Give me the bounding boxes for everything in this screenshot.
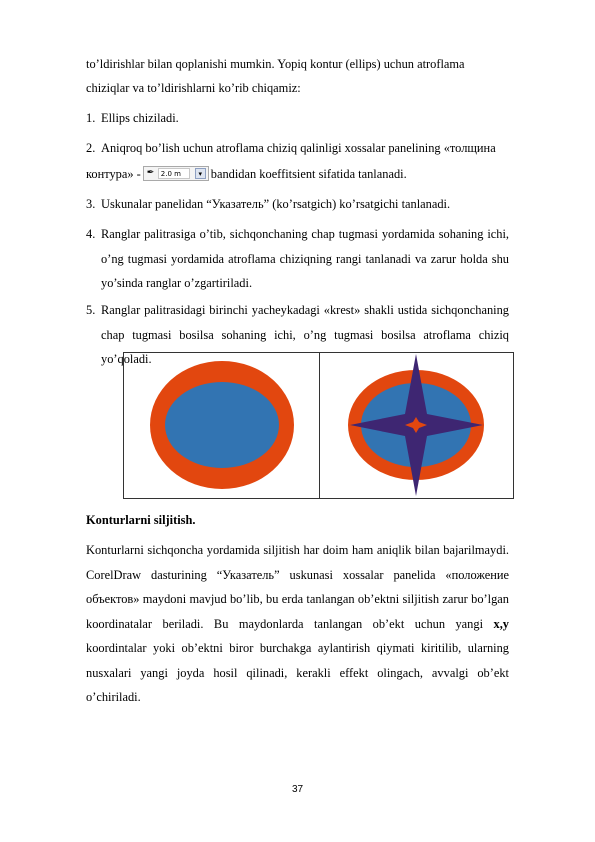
ellipse-figure [123, 352, 514, 499]
figure-divider [319, 353, 320, 498]
ellipse-left-fill [165, 382, 279, 468]
list-item-text: bandidan koeffitsient sifatida tanlanadi. [210, 167, 407, 181]
chevron-down-icon: ▾ [195, 168, 206, 179]
list-item [86, 192, 509, 217]
list-number: 5. [86, 303, 96, 317]
list-item-text: Ranglar palitrasidagi birinchi yacheykadagi «krest» shakli ustida sichqonchaning chap tugmasi bosilsa sohaning ichi, o’ng tugmasi bosilsa atroflama chiziq yo’qoladi. [101, 303, 509, 366]
intro-line-2: chiziqlar va to’ldirishlarni ko’rib chiqamiz: [86, 81, 301, 95]
list-item [86, 106, 509, 131]
list-number: 3. [86, 197, 96, 211]
section-text: Konturlarni sichqoncha yordamida siljitish har doim ham aniqlik bilan bajarilmaydi. CorelDraw dasturining “Указатель” uskunasi xossalar panelida «положение объектов» maydoni mavjud bo’lib, bu erda tanlangan ob’ektni siljitish zarur bo’lgan koordinatalar beriladi. Bu maydonlarda tanlangan ob’ekt uchun yangi [86, 543, 509, 631]
list-item [86, 222, 509, 296]
list-item-text: Uskunalar panelidan “Указатель” (ko’rsatgich) ko’rsatgichi tanlanadi. [101, 197, 451, 211]
list-number: 1. [86, 111, 96, 125]
section-text: koordintalar yoki ob’ektni biror burchakga aylantirish qiymati kiritilib, ularning nusxalari yangi joyda hosil qilinadi, kerakli effekt olingach, avvalgi ob’ekt o’chiriladi. [86, 641, 509, 704]
list-number: 4. [86, 227, 96, 241]
outline-width-field [143, 166, 209, 181]
section-body [86, 538, 509, 710]
list-item-text: Ranglar palitrasiga o’tib, sichqonchaning chap tugmasi yordamida sohaning ichi, o’ng tugmasi yordamida atroflama chiziqning rangi tanlanadi va zarur holda shu yo’sinda ranglar o’zgartiriladi. [101, 227, 509, 290]
coord-label: x,y [493, 616, 509, 631]
list-item-text: Aniqroq bo’lish uchun atroflama chiziq qalinligi xossalar panelining «толщина [101, 141, 496, 155]
list-item-text: Ellips chiziladi. [101, 111, 179, 125]
outline-width-value: 2.0 m [158, 168, 190, 179]
list-item-text: контура» - [86, 167, 141, 181]
list-item-continuation [86, 162, 509, 187]
list-number: 2. [86, 141, 96, 155]
list-item [86, 136, 509, 161]
intro-line-1: to’ldirishlar bilan qoplanishi mumkin. Yopiq kontur (ellips) uchun atroflama [86, 57, 465, 71]
section-heading: Konturlarni siljitish. [86, 513, 196, 527]
pen-icon: ✒ [146, 168, 155, 178]
page-number: 37 [291, 784, 304, 795]
